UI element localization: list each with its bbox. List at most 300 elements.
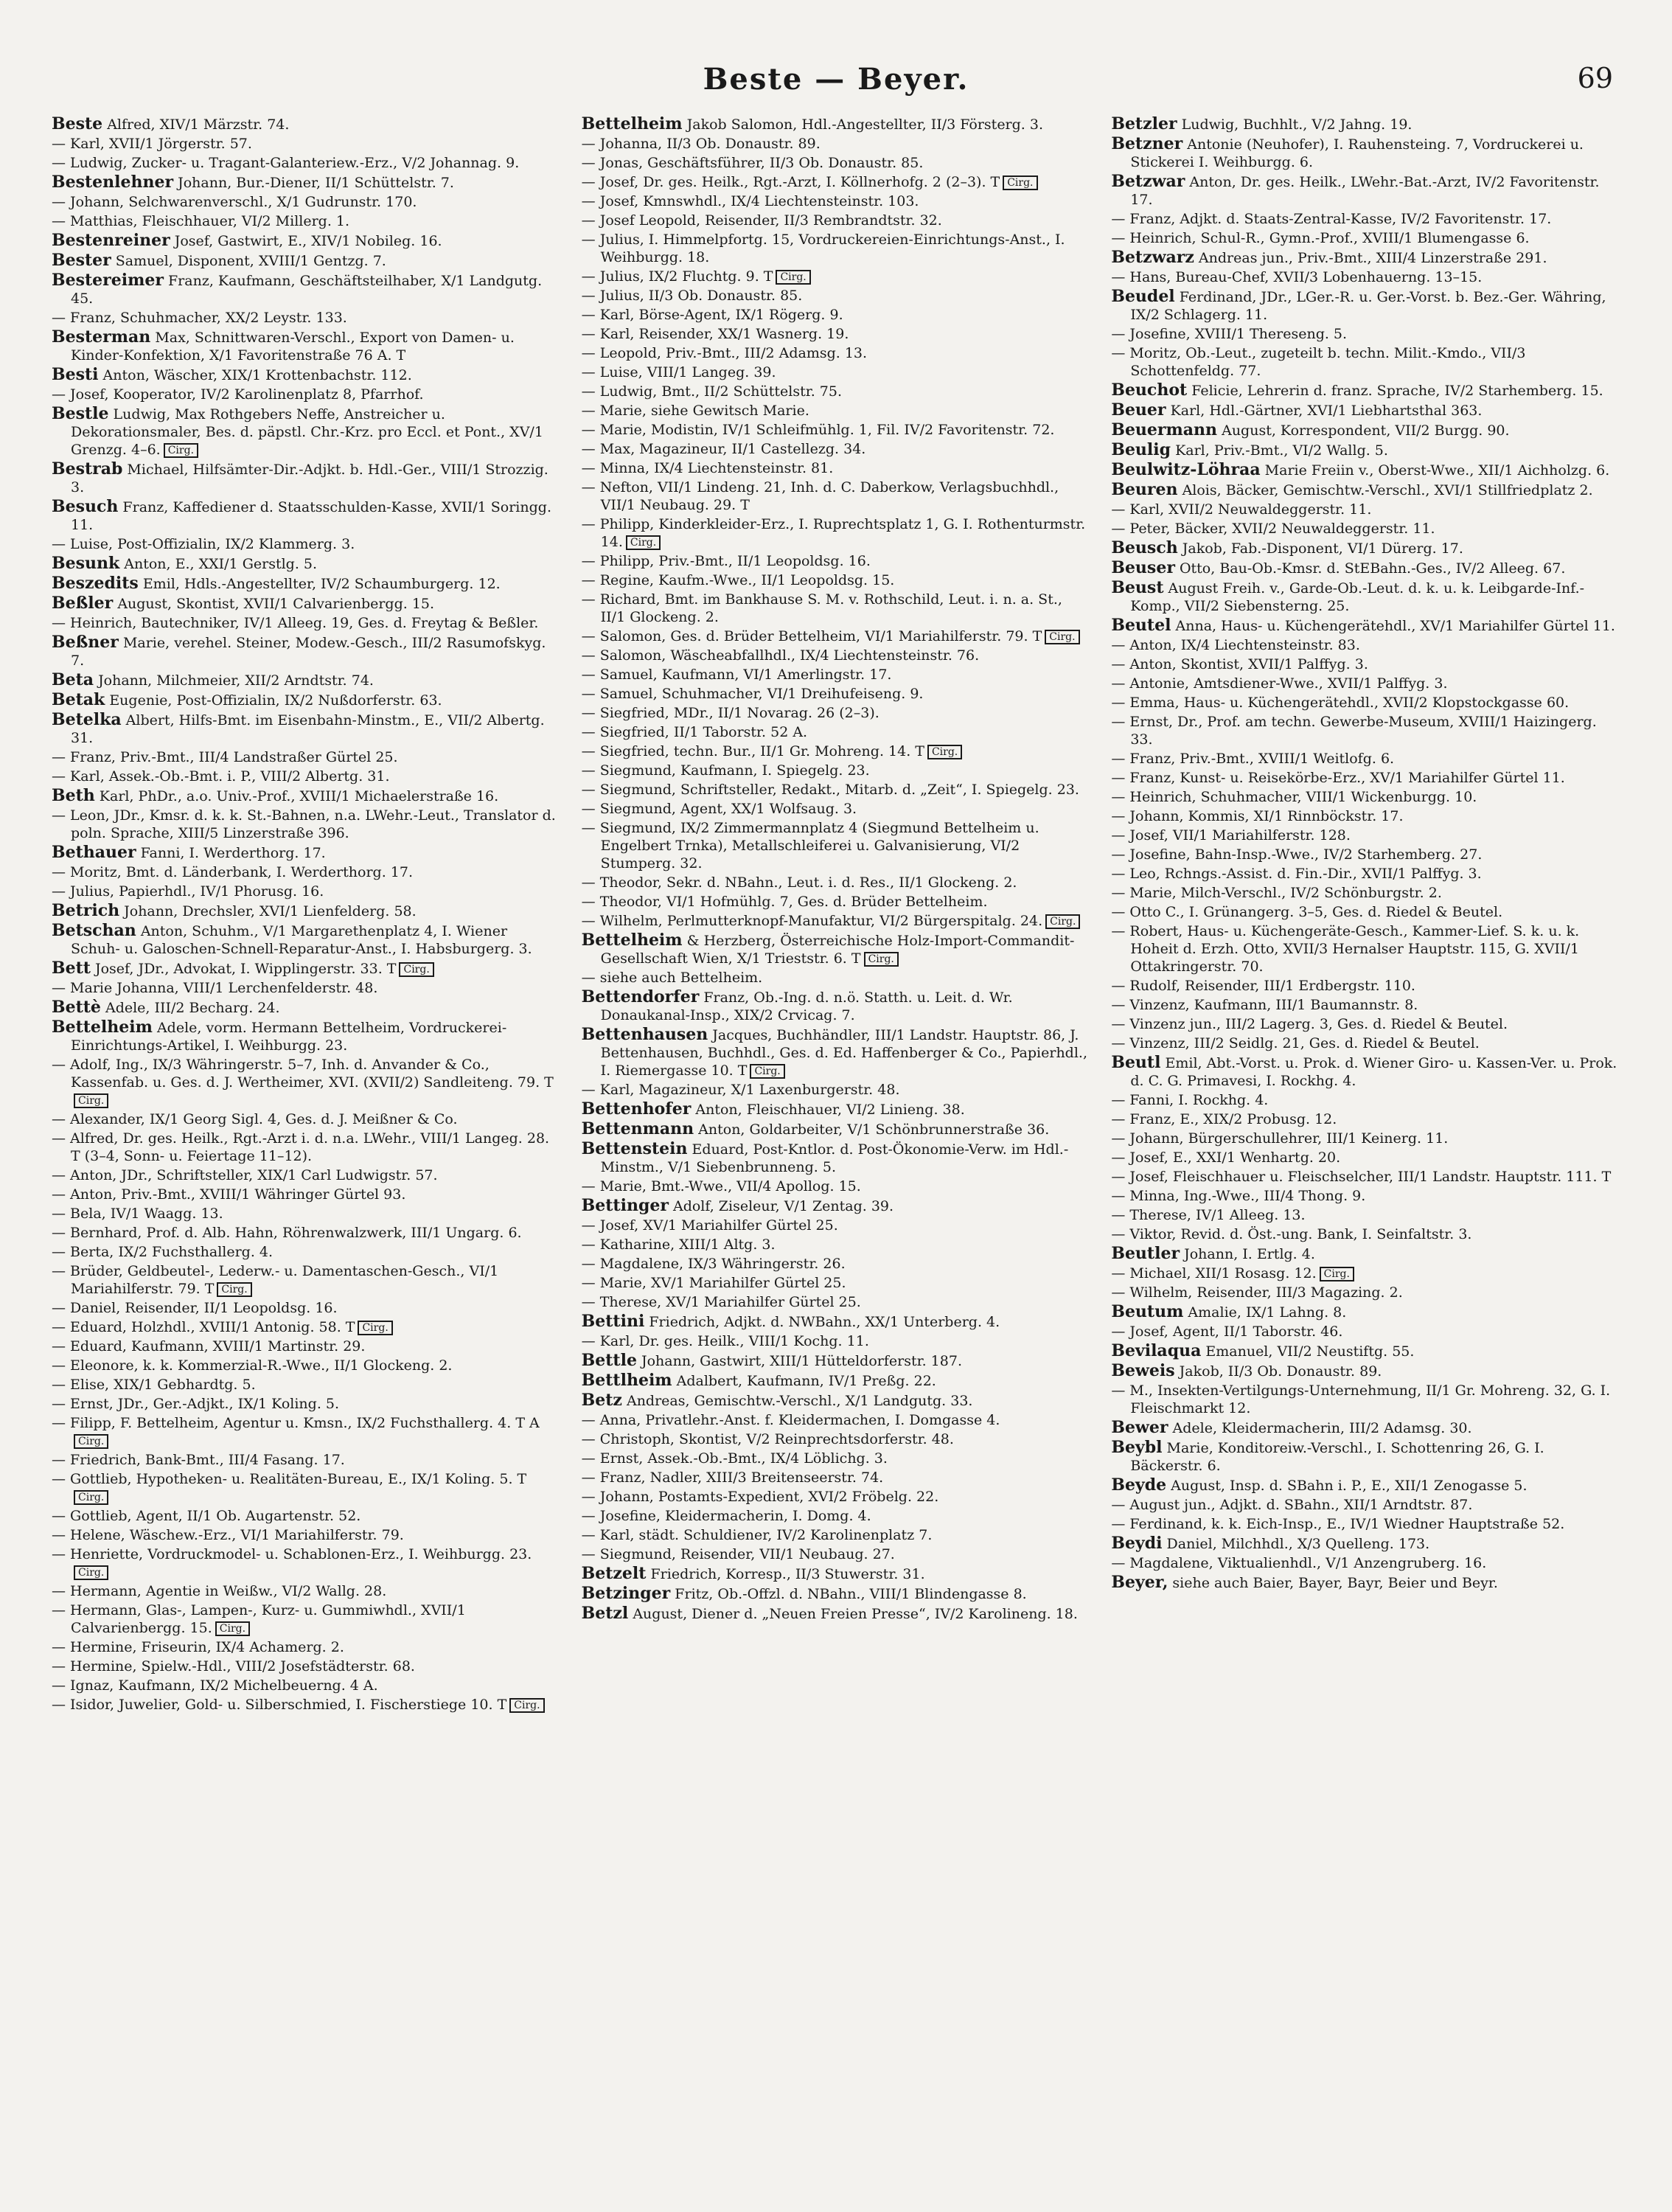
entry-details: Jakob, II/3 Ob. Donaustr. 89. xyxy=(1179,1363,1382,1380)
directory-entry xyxy=(582,988,1091,1024)
entry-details: Jakob Salomon, Hdl.-Angestellter, II/3 Försterg. 3. xyxy=(686,116,1044,133)
entry-details: Bmt. d. Länderbank, I. Werderthorg. 17. xyxy=(125,864,413,880)
directory-entry xyxy=(1111,210,1620,228)
entry-details: Privatlehr.-Anst. f. Kleidermachen, I. Domgasse 4. xyxy=(645,1412,1000,1428)
entry-details: Michael, Hilfsämter-Dir.-Adjkt. b. Hdl.-Ger., VIII/1 Strozzig. 3. xyxy=(71,462,548,495)
entry-details: Adolf, Ziseleur, V/1 Zentag. 39. xyxy=(672,1198,894,1214)
entry-name: Betelka xyxy=(52,710,122,729)
directory-entry xyxy=(582,515,1091,551)
entry-name: — Robert, xyxy=(1111,923,1183,939)
directory-entry xyxy=(52,1395,561,1413)
directory-entry xyxy=(52,554,561,573)
entry-details: Börse-Agent, IX/1 Rögerg. 9. xyxy=(638,307,843,323)
directory-entry xyxy=(52,535,561,553)
directory-entry xyxy=(52,844,561,862)
entry-details: Emanuel, VII/2 Neustiftg. 55. xyxy=(1205,1343,1415,1360)
entry-details: siehe auch Baier, Bayer, Bayr, Beier und Beyr. xyxy=(1172,1575,1498,1591)
entry-name: Bettelheim xyxy=(52,1018,153,1037)
entry-name: Bettendorfer xyxy=(581,987,700,1006)
telephone-stamp: Cirg. xyxy=(776,270,810,285)
entry-name: — Theodor, xyxy=(581,874,662,891)
entry-name: — Franz, xyxy=(581,1470,646,1486)
directory-entry xyxy=(582,287,1091,305)
directory-entry xyxy=(52,135,561,153)
entry-name: — Max, xyxy=(581,441,635,457)
entry-details: Bank-Bmt., III/4 Fasang. 17. xyxy=(144,1452,345,1468)
directory-entry xyxy=(1111,1054,1620,1090)
entry-details: Insekten-Vertilgungs-Unternehmung, II/1 Gr. Mohreng. 32, G. I. Fleischmarkt 12. xyxy=(1130,1382,1611,1416)
entry-details: Agentie in Weißw., VI/2 Wallg. 28. xyxy=(145,1583,387,1599)
entry-details: Reisender, III/3 Magazing. 2. xyxy=(1196,1284,1403,1301)
directory-entry xyxy=(52,1696,561,1714)
entry-details: VIII/1 Lerchenfelderstr. 48. xyxy=(183,980,378,996)
directory-entry xyxy=(52,1224,561,1242)
directory-entry xyxy=(582,627,1091,645)
entry-name: Beuermann xyxy=(1111,420,1218,439)
directory-entry xyxy=(1111,1034,1620,1052)
directory-entry xyxy=(52,173,561,192)
entry-details: Samuel, Disponent, XVIII/1 Gentzg. 7. xyxy=(115,253,386,269)
entry-name: Beth xyxy=(52,786,95,805)
entry-name: — Hermine, xyxy=(52,1639,137,1655)
directory-entry xyxy=(52,1056,561,1109)
entry-name: — Siegmund, xyxy=(581,782,676,798)
entry-name: — Siegmund, xyxy=(581,762,676,779)
directory-entry xyxy=(1111,713,1620,748)
entry-name: — Luise, xyxy=(581,364,643,380)
column-3 xyxy=(1111,115,1620,1715)
directory-entry xyxy=(582,1081,1091,1099)
entry-details: MDr., II/1 Novarag. 26 (2–3). xyxy=(673,705,879,721)
directory-entry xyxy=(52,366,561,384)
entry-details: Andreas, Gemischtw.-Verschl., X/1 Landgutg. 33. xyxy=(626,1393,973,1409)
directory-entry xyxy=(582,1450,1091,1467)
directory-entry xyxy=(52,1338,561,1355)
entry-details: Viktualienhdl., V/1 Anzengruberg. 16. xyxy=(1217,1555,1487,1571)
directory-entry xyxy=(1111,288,1620,324)
entry-details: IX/2 Fuchsthallerg. 4. xyxy=(118,1244,274,1260)
entry-details: Skontist, XVII/1 Palffyg. 3. xyxy=(1180,656,1368,672)
entry-details: Amtsdiener-Wwe., XVII/1 Palffyg. 3. xyxy=(1194,675,1448,692)
entry-details: Anton, E., XXI/1 Gerstlg. 5. xyxy=(124,556,318,572)
entry-name: Bettenhofer xyxy=(581,1099,692,1119)
entry-details: Felicie, Lehrerin d. franz. Sprache, IV/2 Starhemberg. 15. xyxy=(1191,383,1603,399)
directory-entry xyxy=(582,1178,1091,1195)
entry-details: Daniel, Milchhdl., X/3 Quelleng. 173. xyxy=(1166,1536,1430,1552)
directory-entry xyxy=(1111,173,1620,209)
directory-entry xyxy=(582,364,1091,381)
telephone-stamp: Cirg. xyxy=(217,1282,251,1297)
entry-details: Bureau-Chef, XVII/3 Lobenhauerng. 13–15. xyxy=(1175,269,1483,285)
entry-details: Adjkt. d. Staats-Zentral-Kasse, IV/2 Favoritenstr. 17. xyxy=(1180,211,1552,227)
entry-name: — Friedrich, xyxy=(52,1452,141,1468)
directory-entry xyxy=(582,912,1091,930)
entry-name: — Karl, xyxy=(1111,501,1165,518)
directory-entry xyxy=(1111,441,1620,459)
entry-details: XV/1 Mariahilfer Gürtel 25. xyxy=(643,1217,838,1234)
entry-name: — Franz, xyxy=(1111,211,1176,227)
directory-entry xyxy=(52,902,561,920)
entry-details: Bäcker, XVII/2 Neuwaldeggerstr. 11. xyxy=(1174,521,1435,537)
running-head: Beste — Beyer. xyxy=(703,62,969,97)
entry-details: Wäschew.-Erz., VI/1 Mariahilferstr. 79. xyxy=(129,1527,404,1543)
entry-details: Marie Freiin v., Oberst-Wwe., XII/1 Aichholzg. 6. xyxy=(1264,462,1610,479)
entry-name: — Johanna, xyxy=(581,136,663,152)
directory-entry xyxy=(1111,977,1620,995)
directory-entry xyxy=(52,768,561,785)
entry-details: Otto, Bau-Ob.-Kmsr. d. StEBahn.-Ges., IV/2 Alleeg. 67. xyxy=(1179,560,1566,577)
entry-name: — Ernst, xyxy=(1111,714,1173,730)
entry-details: Alfred, XIV/1 Märzstr. 74. xyxy=(107,116,290,133)
directory-entry xyxy=(1111,827,1620,844)
entry-details: Ing., IX/3 Währingerstr. 5–7, Inh. d. Anvander & Co., Kassenfab. u. Ges. d. J. Wertheimer, XVI. (XVII/2) Sandleiteng. 79. T xyxy=(71,1057,554,1091)
entry-details: IV/1 Waagg. 13. xyxy=(110,1206,223,1222)
directory-entry xyxy=(1111,1130,1620,1147)
entry-details: Revid. d. Öst.-ung. Bank, I. Seinfaltstr. 3. xyxy=(1180,1226,1472,1242)
directory-entry xyxy=(1111,1362,1620,1380)
entry-details: Dr. ges. Heilk., VIII/1 Kochg. 11. xyxy=(638,1333,869,1349)
entry-details: Postamts-Expedient, XVI/2 Fröbelg. 22. xyxy=(658,1489,939,1505)
entry-details: Schul-R., Gymn.-Prof., XVIII/1 Blumengasse 6. xyxy=(1200,230,1530,246)
entry-details: Ob.-Leut., zugeteilt b. techn. Milit.-Kmdo., VII/3 Schottenfeldg. 77. xyxy=(1130,345,1526,379)
entry-name: — Therese, xyxy=(581,1294,662,1310)
entry-details: Anton, Fleischhauer, VI/2 Linieng. 38. xyxy=(695,1102,965,1118)
entry-name: — Salomon, xyxy=(581,628,666,644)
entry-name: — Josef, xyxy=(1111,1324,1168,1340)
telephone-stamp: Cirg. xyxy=(509,1698,544,1713)
directory-entry xyxy=(582,1332,1091,1350)
entry-name: — Siegfried, xyxy=(581,743,669,759)
directory-entry xyxy=(1111,636,1620,654)
directory-entry xyxy=(582,1604,1091,1623)
entry-details: IX/1 Georg Sigl. 4, Ges. d. J. Meißner & Co. xyxy=(149,1111,458,1127)
directory-entry xyxy=(1111,481,1620,499)
entry-name: Betzler xyxy=(1111,115,1177,133)
entry-details: k. k. Eich-Insp., E., IV/1 Wiedner Hauptstraße 52. xyxy=(1211,1516,1565,1532)
entry-name: — Nefton, xyxy=(581,479,653,495)
entry-details: Johann, Drechsler, XVI/1 Lienfelderg. 58. xyxy=(124,903,417,919)
entry-name: — Julius, xyxy=(52,883,115,900)
entry-name: — Katharine, xyxy=(581,1237,675,1253)
directory-entry xyxy=(1111,884,1620,902)
entry-name: Beweis xyxy=(1111,1361,1175,1380)
directory-entry xyxy=(52,386,561,403)
entry-details: I. Grünangerg. 3–5, Ges. d. Riedel & Beutel. xyxy=(1188,904,1503,920)
entry-details: II/3 Ob. Donaustr. 85. xyxy=(648,288,803,304)
entry-name: — Helene, xyxy=(52,1527,125,1543)
entry-details: III/2 Seidlg. 21, Ges. d. Riedel & Beutel. xyxy=(1194,1035,1480,1051)
entry-name: — M., xyxy=(1111,1382,1153,1399)
entry-details: Kinderkleider-Erz., I. Ruprechtsplatz 1, G. I. Rothenturmstr. 14. xyxy=(600,516,1086,550)
directory-entry xyxy=(52,1018,561,1054)
entry-details: II/3 Ob. Donaustr. 89. xyxy=(666,136,821,152)
directory-entry xyxy=(582,1391,1091,1410)
entry-details: VI/1 Hofmühlg. 7, Ges. d. Brüder Bettelheim. xyxy=(666,894,988,910)
entry-name: Beudel xyxy=(1111,287,1175,306)
entry-name: — Magdalene, xyxy=(1111,1555,1213,1571)
entry-name: Bestenreiner xyxy=(52,231,170,250)
entry-details: Geldbeutel-, Lederw.- u. Damentaschen-Gesch., VI/1 Mariahilferstr. 79. T xyxy=(71,1263,499,1297)
entry-name: — Marie, xyxy=(581,422,647,438)
entry-name: — Alfred, xyxy=(52,1130,119,1147)
directory-entry xyxy=(582,1430,1091,1448)
entry-name: — Bernhard, xyxy=(52,1225,142,1241)
entry-name: — Julius, xyxy=(581,232,644,248)
telephone-stamp: Cirg. xyxy=(74,1565,108,1580)
entry-name: — Josef, xyxy=(1111,1169,1168,1185)
entry-details: Bahn-Insp.-Wwe., IV/2 Starhemberg. 27. xyxy=(1194,846,1483,863)
directory-entry xyxy=(582,154,1091,172)
entry-name: — Heinrich, xyxy=(1111,789,1196,805)
entry-name: — Siegmund, xyxy=(581,820,676,836)
entry-details: Karl, PhDr., a.o. Univ.-Prof., XVIII/1 Michaelerstraße 16. xyxy=(99,788,499,804)
entry-details: Spielw.-Hdl., VIII/2 Josefstädterstr. 68. xyxy=(141,1658,415,1674)
entry-details: Franz, Kaffediener d. Staatsschulden-Kasse, XVII/1 Soringg. 11. xyxy=(71,499,551,533)
directory-entry xyxy=(52,922,561,958)
entry-name: — Marie, xyxy=(581,1178,647,1194)
entry-name: Beyer, xyxy=(1111,1573,1168,1592)
directory-entry xyxy=(1111,1342,1620,1360)
directory-entry xyxy=(52,1638,561,1656)
entry-details: Selchwarenverschl., X/1 Gudrunstr. 170. xyxy=(128,194,417,210)
entry-name: — Alexander, xyxy=(52,1111,145,1127)
entry-name: — Ferdinand, xyxy=(1111,1516,1208,1532)
directory-entry xyxy=(1111,675,1620,692)
entry-name: — Anton, xyxy=(52,1186,117,1203)
directory-entry xyxy=(582,931,1091,967)
entry-details: Hypotheken- u. Realitäten-Bureau, E., IX/1 Koling. 5. T xyxy=(136,1471,527,1487)
entry-name: Betzelt xyxy=(581,1564,647,1583)
entry-details: August Freih. v., Garde-Ob.-Leut. d. k. u. k. Leibgarde-Inf.-Komp., VII/2 Siebensterng. 25. xyxy=(1130,580,1585,614)
entry-name: — Karl, xyxy=(581,307,635,323)
directory-entry xyxy=(1111,1245,1620,1263)
entry-name: — Hermine, xyxy=(52,1658,137,1674)
entry-name: — Franz, xyxy=(52,310,116,326)
directory-entry xyxy=(1111,344,1620,380)
entry-details: Schriftsteller, Redakt., Mitarb. d. „Zeit“, I. Spiegelg. 23. xyxy=(680,782,1079,798)
entry-name: — Vinzenz jun., xyxy=(1111,1016,1222,1032)
entry-details: Max, Schnittwaren-Verschl., Export von Damen- u. Kinder-Konfektion, X/1 Favoritenstraße 76 A. T xyxy=(71,330,515,364)
entry-name: Bettelheim xyxy=(581,931,683,950)
entry-name: — Josefine, xyxy=(1111,326,1191,342)
entry-name: Bestrab xyxy=(52,459,123,479)
directory-entry xyxy=(52,1677,561,1694)
entry-name: — Franz, xyxy=(1111,770,1176,786)
entry-details: Marie, Konditoreiw.-Verschl., I. Schottenring 26, G. I. Bäckerstr. 6. xyxy=(1130,1440,1544,1474)
entry-details: Franz, Kaufmann, Geschäftsteilhaber, X/1 Landgutg. 45. xyxy=(71,273,543,307)
directory-entry xyxy=(1111,1439,1620,1475)
entry-name: — Regine, xyxy=(581,572,655,588)
entry-details: Zucker- u. Tragant-Galanteriew.-Erz., V/2 Johannag. 9. xyxy=(131,155,520,171)
entry-details: Emil, Hdls.-Angestellter, IV/2 Schaumburgerg. 12. xyxy=(142,576,501,592)
entry-details: Kaufmann, VI/1 Amerlingstr. 17. xyxy=(661,667,892,683)
directory-entry xyxy=(582,591,1091,626)
entry-name: Bettenmann xyxy=(581,1119,694,1138)
directory-entry xyxy=(1111,922,1620,975)
entry-details: siehe auch Bettelheim. xyxy=(599,970,763,986)
telephone-stamp: Cirg. xyxy=(215,1621,250,1636)
entry-details: Nadler, XIII/3 Breitenseerstr. 74. xyxy=(649,1470,884,1486)
entry-name: — Fanni, xyxy=(1111,1092,1174,1108)
entry-details: Johann, Gastwirt, XIII/1 Hütteldorferstr. 187. xyxy=(641,1353,962,1369)
entry-details: IX/2 Fluchtg. 9. T xyxy=(648,268,773,285)
page-number: 69 xyxy=(1577,62,1613,94)
entry-name: — Salomon, xyxy=(581,647,666,664)
entry-details: Kaufmann, III/1 Baumannstr. 8. xyxy=(1194,997,1418,1013)
entry-name: Beuchot xyxy=(1111,380,1188,400)
directory-entry xyxy=(582,1217,1091,1234)
entry-details: E., XXI/1 Wenhartg. 20. xyxy=(1172,1150,1341,1166)
entry-details: XVIII/1 Thereseng. 5. xyxy=(1194,326,1348,342)
directory-entry xyxy=(52,1376,561,1394)
directory-entry xyxy=(52,309,561,327)
directory-entry xyxy=(582,874,1091,891)
entry-name: — Franz, xyxy=(52,749,116,765)
entry-name: Beutler xyxy=(1111,1244,1180,1263)
entry-details: Reisender, XX/1 Wasnerg. 19. xyxy=(638,326,849,342)
entry-name: — Ernst, xyxy=(581,1450,644,1467)
entry-details: Jakob, Fab.-Disponent, VI/1 Dürerg. 17. xyxy=(1182,540,1463,557)
directory-entry xyxy=(52,1299,561,1317)
directory-entry xyxy=(582,1526,1091,1544)
entry-name: — Josefine, xyxy=(581,1508,661,1524)
telephone-stamp: Cirg. xyxy=(74,1490,108,1505)
entry-details: Jacques, Buchhändler, III/1 Landstr. Hauptstr. 86, J. Bettenhausen, Buchhdl., Ges. d. Ed. Haffenberger & Co., Papierhdl., I. Riemergasse 10. T xyxy=(600,1027,1088,1079)
entry-name: Bettle xyxy=(581,1351,637,1370)
entry-name: — Marie Johanna, xyxy=(52,980,179,996)
entry-name: — Therese, xyxy=(1111,1207,1191,1223)
directory-entry xyxy=(52,594,561,613)
entry-details: Albert, Hilfs-Bmt. im Eisenbahn-Minstm., E., VII/2 Albertg. 31. xyxy=(71,712,545,746)
entry-details: JDr., Kmsr. d. k. k. St.-Bahnen, n.a. LWehr.-Leut., Translator d. poln. Sprache, XIII/5 Linzerstraße 396. xyxy=(71,807,556,841)
directory-entry xyxy=(1111,229,1620,247)
directory-entry xyxy=(582,723,1091,741)
entry-details: Post-Offizialin, IX/2 Klammerg. 3. xyxy=(117,536,355,552)
column-1 xyxy=(52,115,561,1715)
entry-details: Adalbert, Kaufmann, IV/1 Preßg. 22. xyxy=(676,1373,936,1389)
directory-entry xyxy=(52,1414,561,1450)
directory-entry xyxy=(1111,520,1620,538)
entry-name: Beutl xyxy=(1111,1053,1161,1072)
directory-entry xyxy=(52,748,561,766)
entry-details: Amalie, IX/1 Lahng. 8. xyxy=(1188,1304,1347,1321)
entry-name: — Peter, xyxy=(1111,521,1171,537)
directory-entry xyxy=(582,1197,1091,1215)
entry-name: — Berta, xyxy=(52,1244,114,1260)
entry-name: — Elise, xyxy=(52,1377,110,1393)
directory-entry xyxy=(582,135,1091,153)
directory-entry xyxy=(582,1507,1091,1525)
directory-entry xyxy=(1111,1496,1620,1514)
entry-name: — Leo, xyxy=(1111,866,1160,882)
entry-name: — Filipp, xyxy=(52,1415,116,1431)
entry-details: Fleischhauer, VI/2 Millerg. 1. xyxy=(142,213,350,229)
directory-entry xyxy=(582,552,1091,570)
entry-details: Adele, vorm. Hermann Bettelheim, Vordruckerei-Einrichtungs-Artikel, I. Weihburgg. 23. xyxy=(71,1020,507,1054)
entry-details: Friedrich, Korresp., II/3 Stuwerstr. 31. xyxy=(650,1566,925,1582)
entry-details: Milch-Verschl., IV/2 Schönburgstr. 2. xyxy=(1180,885,1442,901)
entry-details: VIII/1 Langeg. 39. xyxy=(647,364,776,380)
entry-name: — Anna, xyxy=(581,1412,641,1428)
directory-entry xyxy=(582,1255,1091,1273)
entry-name: — Wilhelm, xyxy=(1111,1284,1193,1301)
directory-entry xyxy=(1111,1382,1620,1417)
entry-details: IX/4 Liechtensteinstr. 83. xyxy=(1180,637,1360,653)
entry-details: Perlmutterknopf-Manufaktur, VI/2 Bürgerspitalg. 24. xyxy=(666,913,1043,929)
entry-name: — Johann, xyxy=(1111,1130,1184,1147)
directory-entry xyxy=(1111,694,1620,712)
entry-name: — Ludwig, xyxy=(581,383,658,400)
entry-name: — Magdalene, xyxy=(581,1256,683,1272)
entry-name: Betzl xyxy=(581,1604,629,1623)
entry-details: Vordruckmodel- u. Schablonen-Erz., I. Weihburgg. 23. xyxy=(147,1546,532,1562)
directory-entry xyxy=(52,614,561,632)
entry-name: Betzwar xyxy=(1111,172,1185,191)
entry-details: Dr. ges. Heilk., Rgt.-Arzt i. d. n.a. LWehr., VIII/1 Langeg. 28. T (3–4, Sonn- u. Feiertage 11–12). xyxy=(71,1130,550,1164)
directory-entry xyxy=(1111,421,1620,439)
entry-name: — Karl, xyxy=(581,1333,635,1349)
entry-details: XV/1 Mariahilfer Gürtel 25. xyxy=(650,1275,846,1291)
column-2 xyxy=(582,115,1091,1715)
entry-details: k. k. Kommerzial-R.-Wwe., II/1 Glockeng. 2. xyxy=(142,1357,453,1374)
entry-name: — Eduard, xyxy=(52,1338,127,1354)
entry-details: Alois, Bäcker, Gemischtw.-Verschl., XVI/1 Stillfriedplatz 2. xyxy=(1182,482,1593,498)
entry-name: — Samuel, xyxy=(581,686,658,702)
entry-details: Karl, Hdl.-Gärtner, XVI/1 Liebhartsthal 363. xyxy=(1170,403,1483,419)
entry-details: Antonie (Neuhofer), I. Rauhensteing. 7, Vordruckerei u. Stickerei I. Weihburgg. 6. xyxy=(1130,136,1584,170)
entry-details: VII/1 Mariahilferstr. 128. xyxy=(1172,827,1351,844)
entry-name: — Franz, xyxy=(1111,1111,1176,1127)
directory-entry xyxy=(582,800,1091,818)
entry-name: Beulig xyxy=(1111,440,1171,459)
entry-name: Beta xyxy=(52,670,94,689)
directory-entry xyxy=(582,1120,1091,1138)
directory-entry xyxy=(582,1293,1091,1311)
directory-entry xyxy=(582,704,1091,722)
entry-details: August, Skontist, XVII/1 Calvarienbergg. 15. xyxy=(117,596,435,612)
entry-name: — Theodor, xyxy=(581,894,662,910)
directory-entry xyxy=(1111,1573,1620,1592)
directory-entry xyxy=(582,1545,1091,1563)
directory-entry xyxy=(582,383,1091,400)
entry-name: Betrich xyxy=(52,901,120,920)
entry-name: Beydi xyxy=(1111,1534,1163,1553)
entry-name: Beybl xyxy=(1111,1438,1163,1457)
directory-entry xyxy=(1111,1110,1620,1128)
entry-details: Anton, Schuhm., V/1 Margarethenplatz 4, I. Wiener Schuh- u. Galoschen-Schnell-Reparatur-Anst., I. Habsburgerg. 3. xyxy=(71,923,532,957)
entry-name: — Eduard, xyxy=(52,1319,127,1335)
entry-details: IX/3 Währingerstr. 26. xyxy=(688,1256,846,1272)
entry-name: Beuser xyxy=(1111,558,1175,577)
directory-entry xyxy=(1111,788,1620,806)
directory-entry xyxy=(582,1312,1091,1331)
entry-name: — Josef, xyxy=(581,193,639,209)
directory-entry xyxy=(52,1545,561,1581)
directory-entry xyxy=(52,460,561,496)
directory-entry xyxy=(52,1205,561,1222)
entry-name: Beutel xyxy=(1111,616,1171,635)
entry-name: — Karl, xyxy=(581,1527,635,1543)
directory-entry xyxy=(52,979,561,997)
directory-entry xyxy=(1111,1187,1620,1205)
entry-name: Beßner xyxy=(52,633,119,652)
directory-entry xyxy=(52,1186,561,1203)
entry-name: — Rudolf, xyxy=(1111,978,1180,994)
telephone-stamp: Cirg. xyxy=(74,1434,108,1449)
entry-name: Beuren xyxy=(1111,480,1178,499)
directory-entry xyxy=(582,781,1091,799)
directory-entry xyxy=(582,1140,1091,1176)
